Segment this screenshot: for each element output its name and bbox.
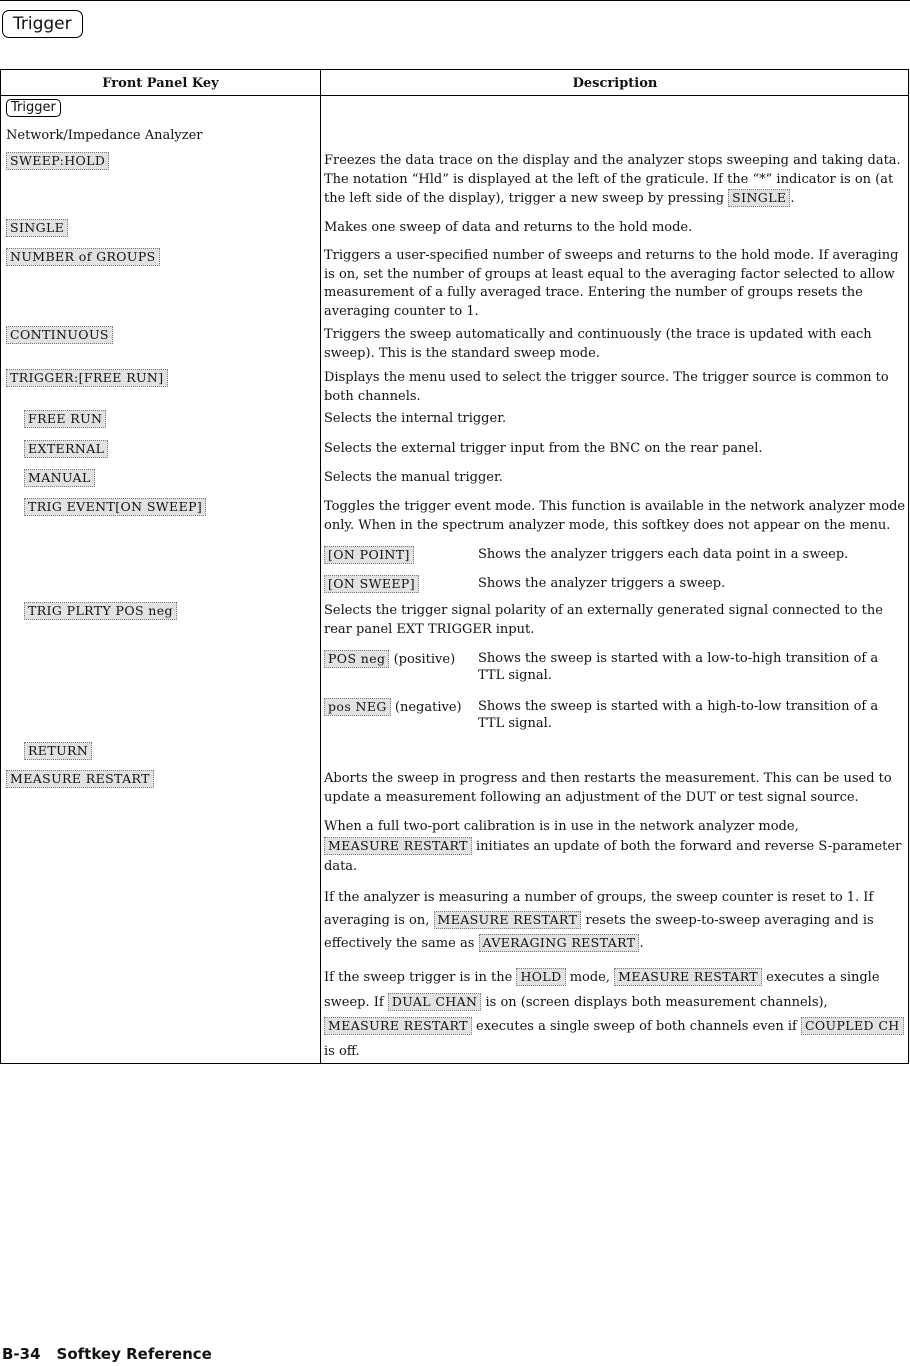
softkey-neg: pos NEG (negative) bbox=[324, 698, 462, 717]
inline-measure-restart-key: MEASURE RESTART bbox=[434, 911, 582, 929]
inline-single-key: SINGLE bbox=[728, 189, 790, 207]
inline-averaging-restart-key: AVERAGING RESTART bbox=[479, 934, 640, 952]
inline-measure-restart-key: MEASURE RESTART bbox=[324, 1017, 472, 1035]
col-header-description: Description bbox=[572, 76, 658, 91]
header-rule bbox=[1, 95, 908, 96]
column-divider bbox=[320, 70, 321, 1063]
softkey-number-of-groups: NUMBER of GROUPS bbox=[6, 248, 160, 266]
section-title: Softkey Reference bbox=[56, 1345, 212, 1363]
single-description: Makes one sweep of data and returns to the hold mode. bbox=[324, 220, 693, 235]
trig-plrty-description: Selects the trigger signal polarity of an externally generated signal connected to the rear panel EXT TRIGGER input. bbox=[324, 603, 883, 637]
pos-neg-description: Shows the sweep is started with a low-to-high transition of a TTL signal. bbox=[478, 651, 879, 683]
inline-dual-chan-key: DUAL CHAN bbox=[388, 993, 482, 1011]
manual-description: Selects the manual trigger. bbox=[324, 470, 503, 485]
inline-measure-restart-key: MEASURE RESTART bbox=[614, 968, 762, 986]
trigger-key: Trigger bbox=[6, 99, 61, 117]
softkey-sweep-hold: SWEEP:HOLD bbox=[6, 152, 109, 170]
trig-event-description: Toggles the trigger event mode. This function is available in the network analyzer mode only. When in the spectrum analyzer mode, this softkey does not appear on the menu. bbox=[324, 499, 906, 533]
softkey-continuous: CONTINUOUS bbox=[6, 326, 113, 344]
softkey-on-point: [ON POINT] bbox=[324, 546, 414, 565]
softkey-manual: MANUAL bbox=[24, 469, 95, 487]
measure-restart-desc-3: If the analyzer is measuring a number of groups, the sweep counter is reset to 1. If averaging is on, MEASURE RESTART resets the sweep-to-sweep averaging and is effectively the same as AVERAGING RESTART . bbox=[324, 890, 874, 951]
page-footer bbox=[2, 1345, 212, 1363]
continuous-description: Triggers the sweep automatically and continuously (the trace is updated with each sweep). This is the standard sweep mode. bbox=[324, 327, 872, 361]
softkey-trigger-free-run: TRIGGER:[FREE RUN] bbox=[6, 369, 168, 387]
external-description: Selects the external trigger input from the BNC on the rear panel. bbox=[324, 441, 763, 456]
softkey-pos-neg: POS neg (positive) bbox=[324, 650, 455, 669]
inline-coupled-ch-key: COUPLED CH bbox=[801, 1017, 904, 1035]
softkey-single: SINGLE bbox=[6, 219, 68, 237]
top-rule bbox=[0, 0, 910, 1]
trigger-free-run-description: Displays the menu used to select the trigger source. The trigger source is common to both channels. bbox=[324, 370, 889, 404]
measure-restart-desc-2: When a full two-port calibration is in use in the network analyzer mode, MEASURE RESTART initiates an update of both the forward and reverse S-parameter data. bbox=[324, 819, 902, 874]
page-number: B-34 bbox=[2, 1345, 41, 1363]
sweep-hold-description: Freezes the data trace on the display and the analyzer stops sweeping and taking data. The notation “Hld” is displayed at the left of the graticule. If the “*” indicator is on (at the left side of the display), trigger a new sweep by pressing SINGLE . bbox=[324, 153, 901, 206]
softkey-measure-restart: MEASURE RESTART bbox=[6, 770, 154, 788]
softkey-external: EXTERNAL bbox=[24, 440, 108, 458]
neg-description: Shows the sweep is started with a high-to-low transition of a TTL signal. bbox=[478, 699, 879, 731]
softkey-return: RETURN bbox=[24, 742, 92, 760]
softkey-trig-plrty: TRIG PLRTY POS neg bbox=[24, 602, 177, 620]
softkey-free-run: FREE RUN bbox=[24, 410, 106, 428]
trigger-subtitle: Network/Impedance Analyzer bbox=[6, 128, 203, 143]
inline-measure-restart-key: MEASURE RESTART bbox=[324, 837, 472, 855]
on-point-description: Shows the analyzer triggers each data point in a sweep. bbox=[478, 547, 849, 562]
col-header-front-panel-key: Front Panel Key bbox=[102, 76, 219, 91]
on-sweep-description: Shows the analyzer triggers a sweep. bbox=[478, 576, 726, 591]
softkey-on-sweep: [ON SWEEP] bbox=[324, 575, 419, 594]
measure-restart-desc-1: Aborts the sweep in progress and then restarts the measurement. This can be used to update a measurement following an adjustment of the DUT or test signal source. bbox=[324, 771, 892, 805]
measure-restart-desc-4: If the sweep trigger is in the HOLD mode, MEASURE RESTART executes a single sweep. If DUAL CHAN is on (screen displays both measurement channels), MEASURE RESTART executes a single sweep of both channels even if COUPLED CH is off. bbox=[324, 966, 908, 1064]
number-groups-description: Triggers a user-specified number of sweeps and returns to the hold mode. If averaging is on, set the number of groups at least equal to the averaging factor selected to allow measurement of a fully averaged trace. Entering the number of groups resets the averaging counter to 1. bbox=[324, 248, 899, 319]
free-run-description: Selects the internal trigger. bbox=[324, 411, 507, 426]
trigger-hardkey-header: Trigger bbox=[2, 10, 83, 38]
inline-hold-key: HOLD bbox=[516, 968, 565, 986]
softkey-trig-event: TRIG EVENT[ON SWEEP] bbox=[24, 498, 206, 516]
